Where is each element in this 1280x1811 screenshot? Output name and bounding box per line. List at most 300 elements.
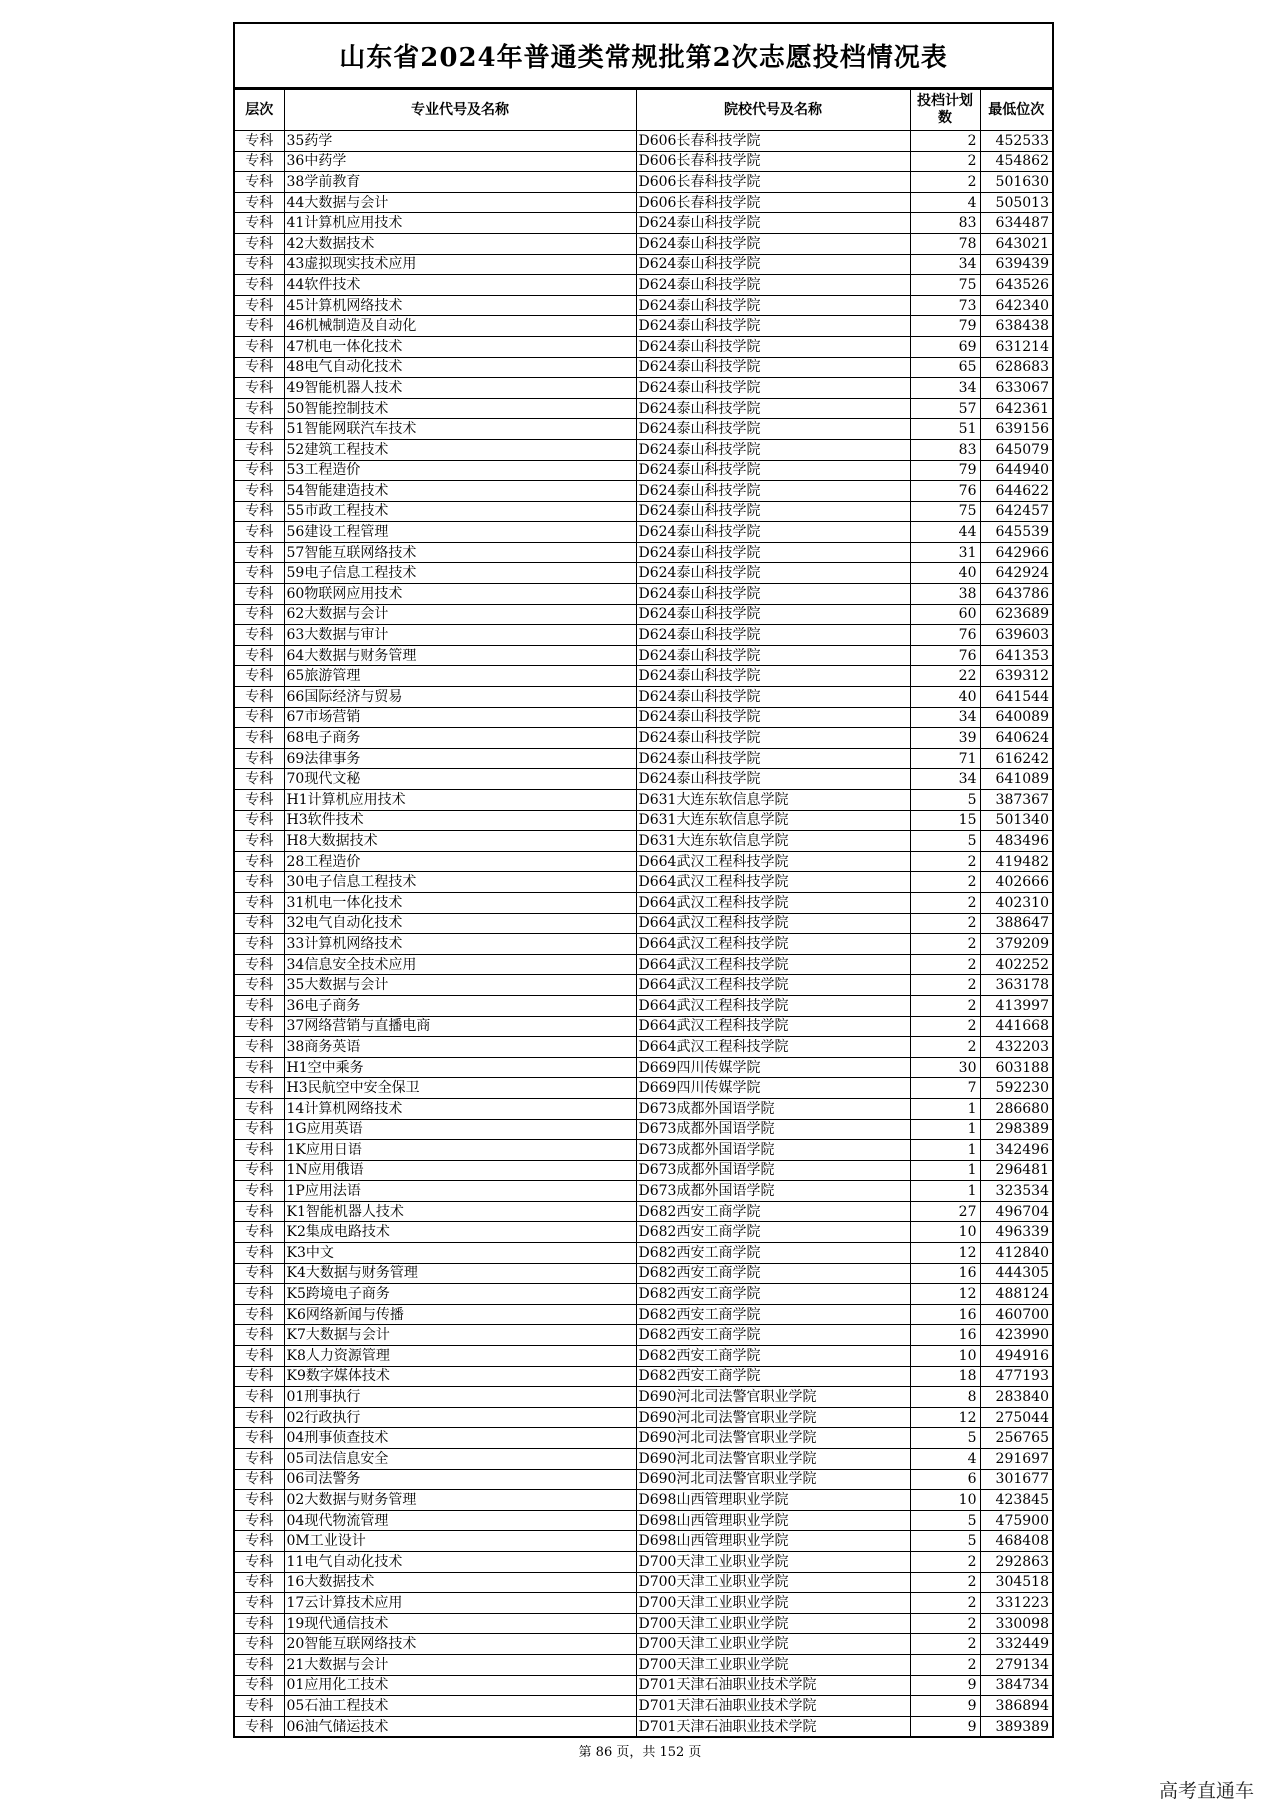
cell-level: 专科 — [235, 398, 284, 419]
cell-rank: 363178 — [980, 975, 1052, 996]
cell-plan: 16 — [910, 1263, 980, 1284]
cell-school: D700天津工业职业学院 — [636, 1634, 910, 1655]
cell-level: 专科 — [235, 1201, 284, 1222]
cell-school: D664武汉工程科技学院 — [636, 975, 910, 996]
cell-rank: 633067 — [980, 378, 1052, 399]
cell-major: 06司法警务 — [284, 1469, 636, 1490]
cell-level: 专科 — [235, 1696, 284, 1717]
cell-school: D624泰山科技学院 — [636, 522, 910, 543]
cell-major: 57智能互联网络技术 — [284, 542, 636, 563]
cell-major: 48电气自动化技术 — [284, 357, 636, 378]
table-row — [235, 954, 1052, 975]
cell-school: D624泰山科技学院 — [636, 233, 910, 254]
cell-major: H8大数据技术 — [284, 831, 636, 852]
cell-major: 36中药学 — [284, 151, 636, 172]
cell-school: D624泰山科技学院 — [636, 645, 910, 666]
cell-plan: 2 — [910, 995, 980, 1016]
cell-plan: 5 — [910, 1428, 980, 1449]
table-row — [235, 810, 1052, 831]
cell-plan: 2 — [910, 1037, 980, 1058]
cell-plan: 2 — [910, 975, 980, 996]
table-row — [235, 1346, 1052, 1367]
table-row — [235, 398, 1052, 419]
cell-plan: 2 — [910, 1613, 980, 1634]
cell-rank: 639156 — [980, 419, 1052, 440]
cell-level: 专科 — [235, 439, 284, 460]
cell-plan: 9 — [910, 1696, 980, 1717]
cell-rank: 641544 — [980, 687, 1052, 708]
cell-school: D664武汉工程科技学院 — [636, 872, 910, 893]
cell-plan: 60 — [910, 604, 980, 625]
cell-major: 44软件技术 — [284, 275, 636, 296]
cell-plan: 73 — [910, 295, 980, 316]
table-row — [235, 295, 1052, 316]
cell-level: 专科 — [235, 1716, 284, 1736]
cell-school: D682西安工商学院 — [636, 1346, 910, 1367]
cell-rank: 454862 — [980, 151, 1052, 172]
cell-plan: 2 — [910, 892, 980, 913]
cell-rank: 623689 — [980, 604, 1052, 625]
cell-plan: 65 — [910, 357, 980, 378]
cell-plan: 22 — [910, 666, 980, 687]
cell-plan: 75 — [910, 275, 980, 296]
table-row — [235, 625, 1052, 646]
cell-major: 46机械制造及自动化 — [284, 316, 636, 337]
cell-rank: 402666 — [980, 872, 1052, 893]
cell-rank: 460700 — [980, 1304, 1052, 1325]
table-row — [235, 666, 1052, 687]
table-row — [235, 151, 1052, 172]
cell-major: 31机电一体化技术 — [284, 892, 636, 913]
cell-rank: 616242 — [980, 748, 1052, 769]
cell-rank: 505013 — [980, 192, 1052, 213]
cell-rank: 386894 — [980, 1696, 1052, 1717]
cell-plan: 6 — [910, 1469, 980, 1490]
cell-level: 专科 — [235, 1407, 284, 1428]
cell-level: 专科 — [235, 1531, 284, 1552]
cell-major: K8人力资源管理 — [284, 1346, 636, 1367]
cell-major: 65旅游管理 — [284, 666, 636, 687]
cell-major: H1计算机应用技术 — [284, 790, 636, 811]
cell-school: D631大连东软信息学院 — [636, 831, 910, 852]
cell-plan: 76 — [910, 625, 980, 646]
cell-plan: 2 — [910, 872, 980, 893]
cell-major: 66国际经济与贸易 — [284, 687, 636, 708]
header-rank: 最低位次 — [980, 90, 1052, 131]
cell-school: D606长春科技学院 — [636, 172, 910, 193]
table-row — [235, 1222, 1052, 1243]
cell-level: 专科 — [235, 275, 284, 296]
cell-level: 专科 — [235, 1675, 284, 1696]
cell-level: 专科 — [235, 295, 284, 316]
table-row — [235, 419, 1052, 440]
cell-school: D624泰山科技学院 — [636, 378, 910, 399]
cell-plan: 9 — [910, 1716, 980, 1736]
cell-plan: 34 — [910, 769, 980, 790]
table-row — [235, 501, 1052, 522]
cell-rank: 477193 — [980, 1366, 1052, 1387]
cell-school: D682西安工商学院 — [636, 1366, 910, 1387]
cell-rank: 644940 — [980, 460, 1052, 481]
cell-plan: 15 — [910, 810, 980, 831]
cell-rank: 279134 — [980, 1654, 1052, 1675]
cell-school: D682西安工商学院 — [636, 1325, 910, 1346]
cell-school: D624泰山科技学院 — [636, 604, 910, 625]
cell-major: 45计算机网络技术 — [284, 295, 636, 316]
table-row — [235, 1551, 1052, 1572]
cell-rank: 642457 — [980, 501, 1052, 522]
cell-level: 专科 — [235, 1325, 284, 1346]
cell-major: H1空中乘务 — [284, 1057, 636, 1078]
cell-plan: 79 — [910, 460, 980, 481]
cell-school: D682西安工商学院 — [636, 1263, 910, 1284]
cell-plan: 10 — [910, 1222, 980, 1243]
cell-level: 专科 — [235, 1016, 284, 1037]
cell-major: H3软件技术 — [284, 810, 636, 831]
cell-level: 专科 — [235, 666, 284, 687]
table-row — [235, 1613, 1052, 1634]
cell-level: 专科 — [235, 851, 284, 872]
cell-major: 53工程造价 — [284, 460, 636, 481]
cell-major: 64大数据与财务管理 — [284, 645, 636, 666]
cell-major: 17云计算技术应用 — [284, 1593, 636, 1614]
table-row — [235, 1160, 1052, 1181]
cell-rank: 501340 — [980, 810, 1052, 831]
cell-level: 专科 — [235, 501, 284, 522]
cell-major: 01刑事执行 — [284, 1387, 636, 1408]
table-row — [235, 913, 1052, 934]
cell-major: 30电子信息工程技术 — [284, 872, 636, 893]
cell-level: 专科 — [235, 1428, 284, 1449]
cell-rank: 643786 — [980, 584, 1052, 605]
cell-major: 04刑事侦查技术 — [284, 1428, 636, 1449]
cell-rank: 379209 — [980, 934, 1052, 955]
cell-plan: 38 — [910, 584, 980, 605]
cell-major: K5跨境电子商务 — [284, 1284, 636, 1305]
cell-level: 专科 — [235, 1263, 284, 1284]
cell-major: K7大数据与会计 — [284, 1325, 636, 1346]
cell-rank: 298389 — [980, 1119, 1052, 1140]
table-row — [235, 1304, 1052, 1325]
cell-level: 专科 — [235, 563, 284, 584]
table-row — [235, 1037, 1052, 1058]
cell-rank: 631214 — [980, 336, 1052, 357]
table-row — [235, 604, 1052, 625]
cell-school: D682西安工商学院 — [636, 1284, 910, 1305]
cell-plan: 1 — [910, 1160, 980, 1181]
cell-level: 专科 — [235, 1490, 284, 1511]
cell-major: 41计算机应用技术 — [284, 213, 636, 234]
table-row — [235, 254, 1052, 275]
header-major: 专业代号及名称 — [284, 90, 636, 131]
cell-rank: 639312 — [980, 666, 1052, 687]
table-row — [235, 1407, 1052, 1428]
cell-level: 专科 — [235, 872, 284, 893]
cell-rank: 645539 — [980, 522, 1052, 543]
cell-level: 专科 — [235, 1284, 284, 1305]
cell-major: 43虚拟现实技术应用 — [284, 254, 636, 275]
table-row — [235, 460, 1052, 481]
cell-plan: 12 — [910, 1243, 980, 1264]
cell-major: 34信息安全技术应用 — [284, 954, 636, 975]
cell-major: 19现代通信技术 — [284, 1613, 636, 1634]
cell-school: D698山西管理职业学院 — [636, 1490, 910, 1511]
table-row — [235, 831, 1052, 852]
watermark: 高考直通车 — [1158, 1780, 1254, 1802]
cell-level: 专科 — [235, 892, 284, 913]
cell-rank: 496704 — [980, 1201, 1052, 1222]
cell-school: D673成都外国语学院 — [636, 1181, 910, 1202]
cell-rank: 331223 — [980, 1593, 1052, 1614]
cell-plan: 83 — [910, 439, 980, 460]
table-row — [235, 1098, 1052, 1119]
cell-school: D673成都外国语学院 — [636, 1140, 910, 1161]
cell-major: 52建筑工程技术 — [284, 439, 636, 460]
header-plan: 投档计划数 — [910, 90, 980, 131]
cell-school: D664武汉工程科技学院 — [636, 954, 910, 975]
cell-school: D624泰山科技学院 — [636, 254, 910, 275]
cell-level: 专科 — [235, 1140, 284, 1161]
cell-major: 44大数据与会计 — [284, 192, 636, 213]
cell-school: D606长春科技学院 — [636, 192, 910, 213]
cell-major: 1P应用法语 — [284, 1181, 636, 1202]
cell-school: D624泰山科技学院 — [636, 687, 910, 708]
cell-rank: 388647 — [980, 913, 1052, 934]
cell-major: 38学前教育 — [284, 172, 636, 193]
cell-major: 35大数据与会计 — [284, 975, 636, 996]
cell-school: D624泰山科技学院 — [636, 501, 910, 522]
cell-rank: 483496 — [980, 831, 1052, 852]
cell-rank: 283840 — [980, 1387, 1052, 1408]
cell-major: 67市场营销 — [284, 707, 636, 728]
cell-rank: 642966 — [980, 542, 1052, 563]
cell-major: 16大数据技术 — [284, 1572, 636, 1593]
cell-level: 专科 — [235, 790, 284, 811]
cell-level: 专科 — [235, 460, 284, 481]
cell-school: D624泰山科技学院 — [636, 625, 910, 646]
cell-plan: 31 — [910, 542, 980, 563]
cell-plan: 1 — [910, 1098, 980, 1119]
cell-school: D682西安工商学院 — [636, 1222, 910, 1243]
cell-rank: 642340 — [980, 295, 1052, 316]
cell-major: 54智能建造技术 — [284, 481, 636, 502]
cell-major: 51智能网联汽车技术 — [284, 419, 636, 440]
table-row — [235, 1449, 1052, 1470]
cell-level: 专科 — [235, 522, 284, 543]
cell-school: D624泰山科技学院 — [636, 748, 910, 769]
cell-plan: 5 — [910, 1531, 980, 1552]
cell-rank: 642924 — [980, 563, 1052, 584]
cell-major: 37网络营销与直播电商 — [284, 1016, 636, 1037]
cell-level: 专科 — [235, 934, 284, 955]
cell-school: D624泰山科技学院 — [636, 481, 910, 502]
cell-level: 专科 — [235, 254, 284, 275]
header-school: 院校代号及名称 — [636, 90, 910, 131]
cell-level: 专科 — [235, 975, 284, 996]
cell-level: 专科 — [235, 954, 284, 975]
cell-plan: 57 — [910, 398, 980, 419]
cell-rank: 330098 — [980, 1613, 1052, 1634]
cell-level: 专科 — [235, 604, 284, 625]
cell-school: D698山西管理职业学院 — [636, 1531, 910, 1552]
table-row — [235, 892, 1052, 913]
cell-rank: 413997 — [980, 995, 1052, 1016]
cell-major: 0M工业设计 — [284, 1531, 636, 1552]
table-row — [235, 1654, 1052, 1675]
cell-major: 20智能互联网络技术 — [284, 1634, 636, 1655]
cell-major: 49智能机器人技术 — [284, 378, 636, 399]
cell-major: 1G应用英语 — [284, 1119, 636, 1140]
table-row — [235, 1716, 1052, 1736]
cell-major: 38商务英语 — [284, 1037, 636, 1058]
cell-level: 专科 — [235, 151, 284, 172]
table-row — [235, 542, 1052, 563]
table-row — [235, 233, 1052, 254]
cell-plan: 2 — [910, 851, 980, 872]
cell-level: 专科 — [235, 1510, 284, 1531]
table-row — [235, 1181, 1052, 1202]
cell-rank: 488124 — [980, 1284, 1052, 1305]
cell-school: D624泰山科技学院 — [636, 419, 910, 440]
cell-school: D624泰山科技学院 — [636, 563, 910, 584]
cell-school: D624泰山科技学院 — [636, 769, 910, 790]
cell-level: 专科 — [235, 1366, 284, 1387]
table-row — [235, 1366, 1052, 1387]
table-row — [235, 336, 1052, 357]
cell-rank: 452533 — [980, 131, 1052, 152]
cell-plan: 40 — [910, 687, 980, 708]
table-row — [235, 1634, 1052, 1655]
cell-school: D700天津工业职业学院 — [636, 1551, 910, 1572]
cell-plan: 2 — [910, 1551, 980, 1572]
cell-rank: 639439 — [980, 254, 1052, 275]
page-title: 山东省2024年普通类常规批第2次志愿投档情况表 — [235, 24, 1052, 89]
cell-school: D701天津石油职业技术学院 — [636, 1675, 910, 1696]
cell-level: 专科 — [235, 1634, 284, 1655]
cell-plan: 2 — [910, 1654, 980, 1675]
cell-level: 专科 — [235, 1160, 284, 1181]
cell-school: D624泰山科技学院 — [636, 357, 910, 378]
cell-school: D624泰山科技学院 — [636, 316, 910, 337]
cell-plan: 2 — [910, 1572, 980, 1593]
cell-rank: 301677 — [980, 1469, 1052, 1490]
table-row — [235, 1016, 1052, 1037]
cell-rank: 641089 — [980, 769, 1052, 790]
cell-rank: 389389 — [980, 1716, 1052, 1736]
table-row — [235, 213, 1052, 234]
cell-rank: 332449 — [980, 1634, 1052, 1655]
cell-rank: 642361 — [980, 398, 1052, 419]
cell-level: 专科 — [235, 1449, 284, 1470]
cell-level: 专科 — [235, 172, 284, 193]
cell-school: D700天津工业职业学院 — [636, 1654, 910, 1675]
cell-level: 专科 — [235, 1181, 284, 1202]
cell-level: 专科 — [235, 1346, 284, 1367]
cell-plan: 2 — [910, 151, 980, 172]
cell-school: D631大连东软信息学院 — [636, 810, 910, 831]
table-row — [235, 192, 1052, 213]
cell-rank: 592230 — [980, 1078, 1052, 1099]
table-row — [235, 934, 1052, 955]
cell-school: D673成都外国语学院 — [636, 1119, 910, 1140]
table-row — [235, 748, 1052, 769]
cell-school: D664武汉工程科技学院 — [636, 995, 910, 1016]
table-row — [235, 1057, 1052, 1078]
cell-school: D624泰山科技学院 — [636, 213, 910, 234]
table-row — [235, 995, 1052, 1016]
table-row — [235, 728, 1052, 749]
cell-plan: 5 — [910, 1510, 980, 1531]
cell-plan: 34 — [910, 707, 980, 728]
cell-rank: 640624 — [980, 728, 1052, 749]
cell-school: D624泰山科技学院 — [636, 707, 910, 728]
cell-rank: 402252 — [980, 954, 1052, 975]
table-row — [235, 1593, 1052, 1614]
cell-plan: 34 — [910, 254, 980, 275]
cell-level: 专科 — [235, 687, 284, 708]
cell-rank: 323534 — [980, 1181, 1052, 1202]
cell-school: D606长春科技学院 — [636, 131, 910, 152]
cell-rank: 423990 — [980, 1325, 1052, 1346]
cell-level: 专科 — [235, 1243, 284, 1264]
cell-plan: 2 — [910, 954, 980, 975]
cell-level: 专科 — [235, 419, 284, 440]
cell-school: D690河北司法警官职业学院 — [636, 1428, 910, 1449]
cell-school: D664武汉工程科技学院 — [636, 1016, 910, 1037]
cell-major: 01应用化工技术 — [284, 1675, 636, 1696]
cell-level: 专科 — [235, 1037, 284, 1058]
cell-level: 专科 — [235, 1057, 284, 1078]
table-row — [235, 1510, 1052, 1531]
cell-school: D624泰山科技学院 — [636, 542, 910, 563]
cell-plan: 4 — [910, 192, 980, 213]
cell-school: D631大连东软信息学院 — [636, 790, 910, 811]
cell-level: 专科 — [235, 1119, 284, 1140]
cell-school: D664武汉工程科技学院 — [636, 851, 910, 872]
cell-plan: 4 — [910, 1449, 980, 1470]
cell-major: K2集成电路技术 — [284, 1222, 636, 1243]
table-row — [235, 1675, 1052, 1696]
cell-rank: 419482 — [980, 851, 1052, 872]
cell-plan: 2 — [910, 913, 980, 934]
cell-rank: 641353 — [980, 645, 1052, 666]
cell-plan: 10 — [910, 1346, 980, 1367]
cell-plan: 44 — [910, 522, 980, 543]
cell-school: D701天津石油职业技术学院 — [636, 1716, 910, 1736]
cell-major: 1K应用日语 — [284, 1140, 636, 1161]
cell-school: D624泰山科技学院 — [636, 584, 910, 605]
cell-major: 35药学 — [284, 131, 636, 152]
cell-level: 专科 — [235, 831, 284, 852]
table-row — [235, 1387, 1052, 1408]
table-row — [235, 769, 1052, 790]
table-row — [235, 316, 1052, 337]
cell-rank: 494916 — [980, 1346, 1052, 1367]
table-row — [235, 522, 1052, 543]
table-row — [235, 131, 1052, 152]
cell-major: 63大数据与审计 — [284, 625, 636, 646]
table-row — [235, 357, 1052, 378]
cell-school: D682西安工商学院 — [636, 1304, 910, 1325]
cell-plan: 78 — [910, 233, 980, 254]
cell-level: 专科 — [235, 213, 284, 234]
cell-rank: 304518 — [980, 1572, 1052, 1593]
cell-school: D698山西管理职业学院 — [636, 1510, 910, 1531]
cell-level: 专科 — [235, 357, 284, 378]
table-row — [235, 790, 1052, 811]
cell-plan: 2 — [910, 1016, 980, 1037]
cell-level: 专科 — [235, 316, 284, 337]
